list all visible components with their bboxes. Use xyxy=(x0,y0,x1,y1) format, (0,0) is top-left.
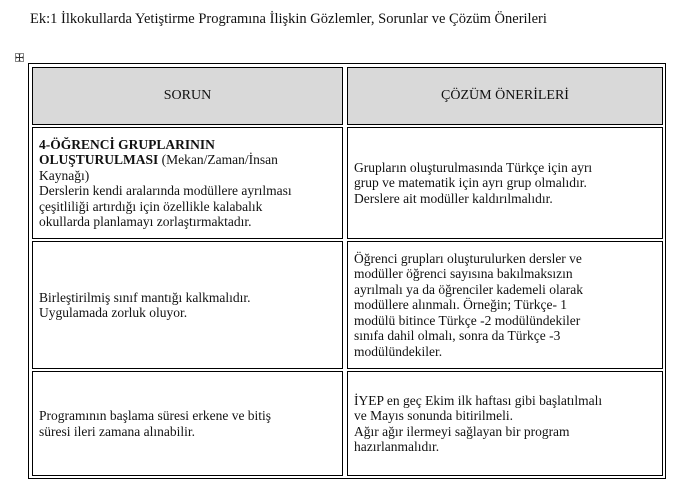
row1-problem-heading-line1: 4-ÖĞRENCİ GRUPLARININ xyxy=(39,136,215,152)
header-cell-problem xyxy=(32,67,343,125)
problems-solutions-table xyxy=(28,63,666,479)
row3-solution-line: İYEP en geç Ekim ilk haftası gibi başlatılmalı xyxy=(354,392,603,408)
header-problem-label: SORUN xyxy=(163,88,212,104)
row2-solution-line: Öğrenci grupları oluşturulurken dersler ve xyxy=(354,250,582,266)
row3-solution-line: ve Mayıs sonunda bitirilmeli. xyxy=(354,408,513,423)
row1-problem-line: okullarda planlamayı zorlaştırmaktadır. xyxy=(39,214,252,229)
row2-solution-line: modülündekiler. xyxy=(354,343,443,359)
row3-solution-cell xyxy=(347,371,663,476)
row1-problem-heading-rest: (Mekan/Zaman/İnsan xyxy=(158,152,278,167)
row3-problem-line: süresi ileri zamana alınabilir. xyxy=(39,423,195,439)
row2-solution-line: modüller öğrenci sayısına bakılmaksızın xyxy=(354,266,573,282)
row2-problem-cell xyxy=(32,241,343,369)
row3-solution-line: hazırlanmalıdır. xyxy=(354,439,440,454)
row1-solution-cell xyxy=(347,127,663,239)
row3-problem-line: Programının başlama süresi erkene ve bitiş xyxy=(39,408,272,423)
row2-solution-line: modüllere alınmalı. Örneğin; Türkçe- 1 xyxy=(354,297,568,313)
row1-solution-line: Grupların oluşturulmasında Türkçe için ayrı xyxy=(354,159,593,175)
row2-solution-cell xyxy=(347,241,663,369)
row1-solution-line: Derslere ait modüller kaldırılmalıdır. xyxy=(354,190,553,206)
row1-problem-line: Kaynağı) xyxy=(39,167,90,183)
row2-solution-line: modülü bitince Türkçe -2 modülündekiler xyxy=(354,312,581,328)
table-move-handle-icon[interactable] xyxy=(15,53,24,62)
header-solutions-label: ÇÖZÜM ÖNERİLERİ xyxy=(441,88,569,104)
row2-problem-line: Birleştirilmiş sınıf mantığı kalkmalıdır. xyxy=(39,289,251,305)
document-title: Ek:1 İlkokullarda Yetiştirme Programına İlişkin Gözlemler, Sorunlar ve Çözüm Önerileri xyxy=(30,11,547,27)
header-cell-solutions xyxy=(347,67,663,125)
row2-solution-line: sınıfa dahil olmalı, sonra da Türkçe -3 xyxy=(354,328,561,344)
row2-problem-line: Uygulamada zorluk oluyor. xyxy=(39,305,188,320)
row3-solution-line: Ağır ağır ilermeyi sağlayan bir program xyxy=(354,423,570,439)
row1-problem-cell xyxy=(32,127,343,239)
row1-problem-heading-line2 xyxy=(39,152,336,168)
row1-problem-line: çeşitliliği artırdığı için özellikle kalabalık xyxy=(39,198,263,214)
row1-problem-heading-bold: OLUŞTURULMASI xyxy=(39,152,159,167)
row1-solution-line: grup ve matematik için ayrı grup olmalıdır. xyxy=(354,175,587,191)
row1-problem-line: Derslerin kendi aralarında modüllere ayrılması xyxy=(39,183,292,198)
row2-solution-line: ayrılmalı ya da öğrenciler kademeli olarak xyxy=(354,281,584,297)
row3-problem-cell xyxy=(32,371,343,476)
